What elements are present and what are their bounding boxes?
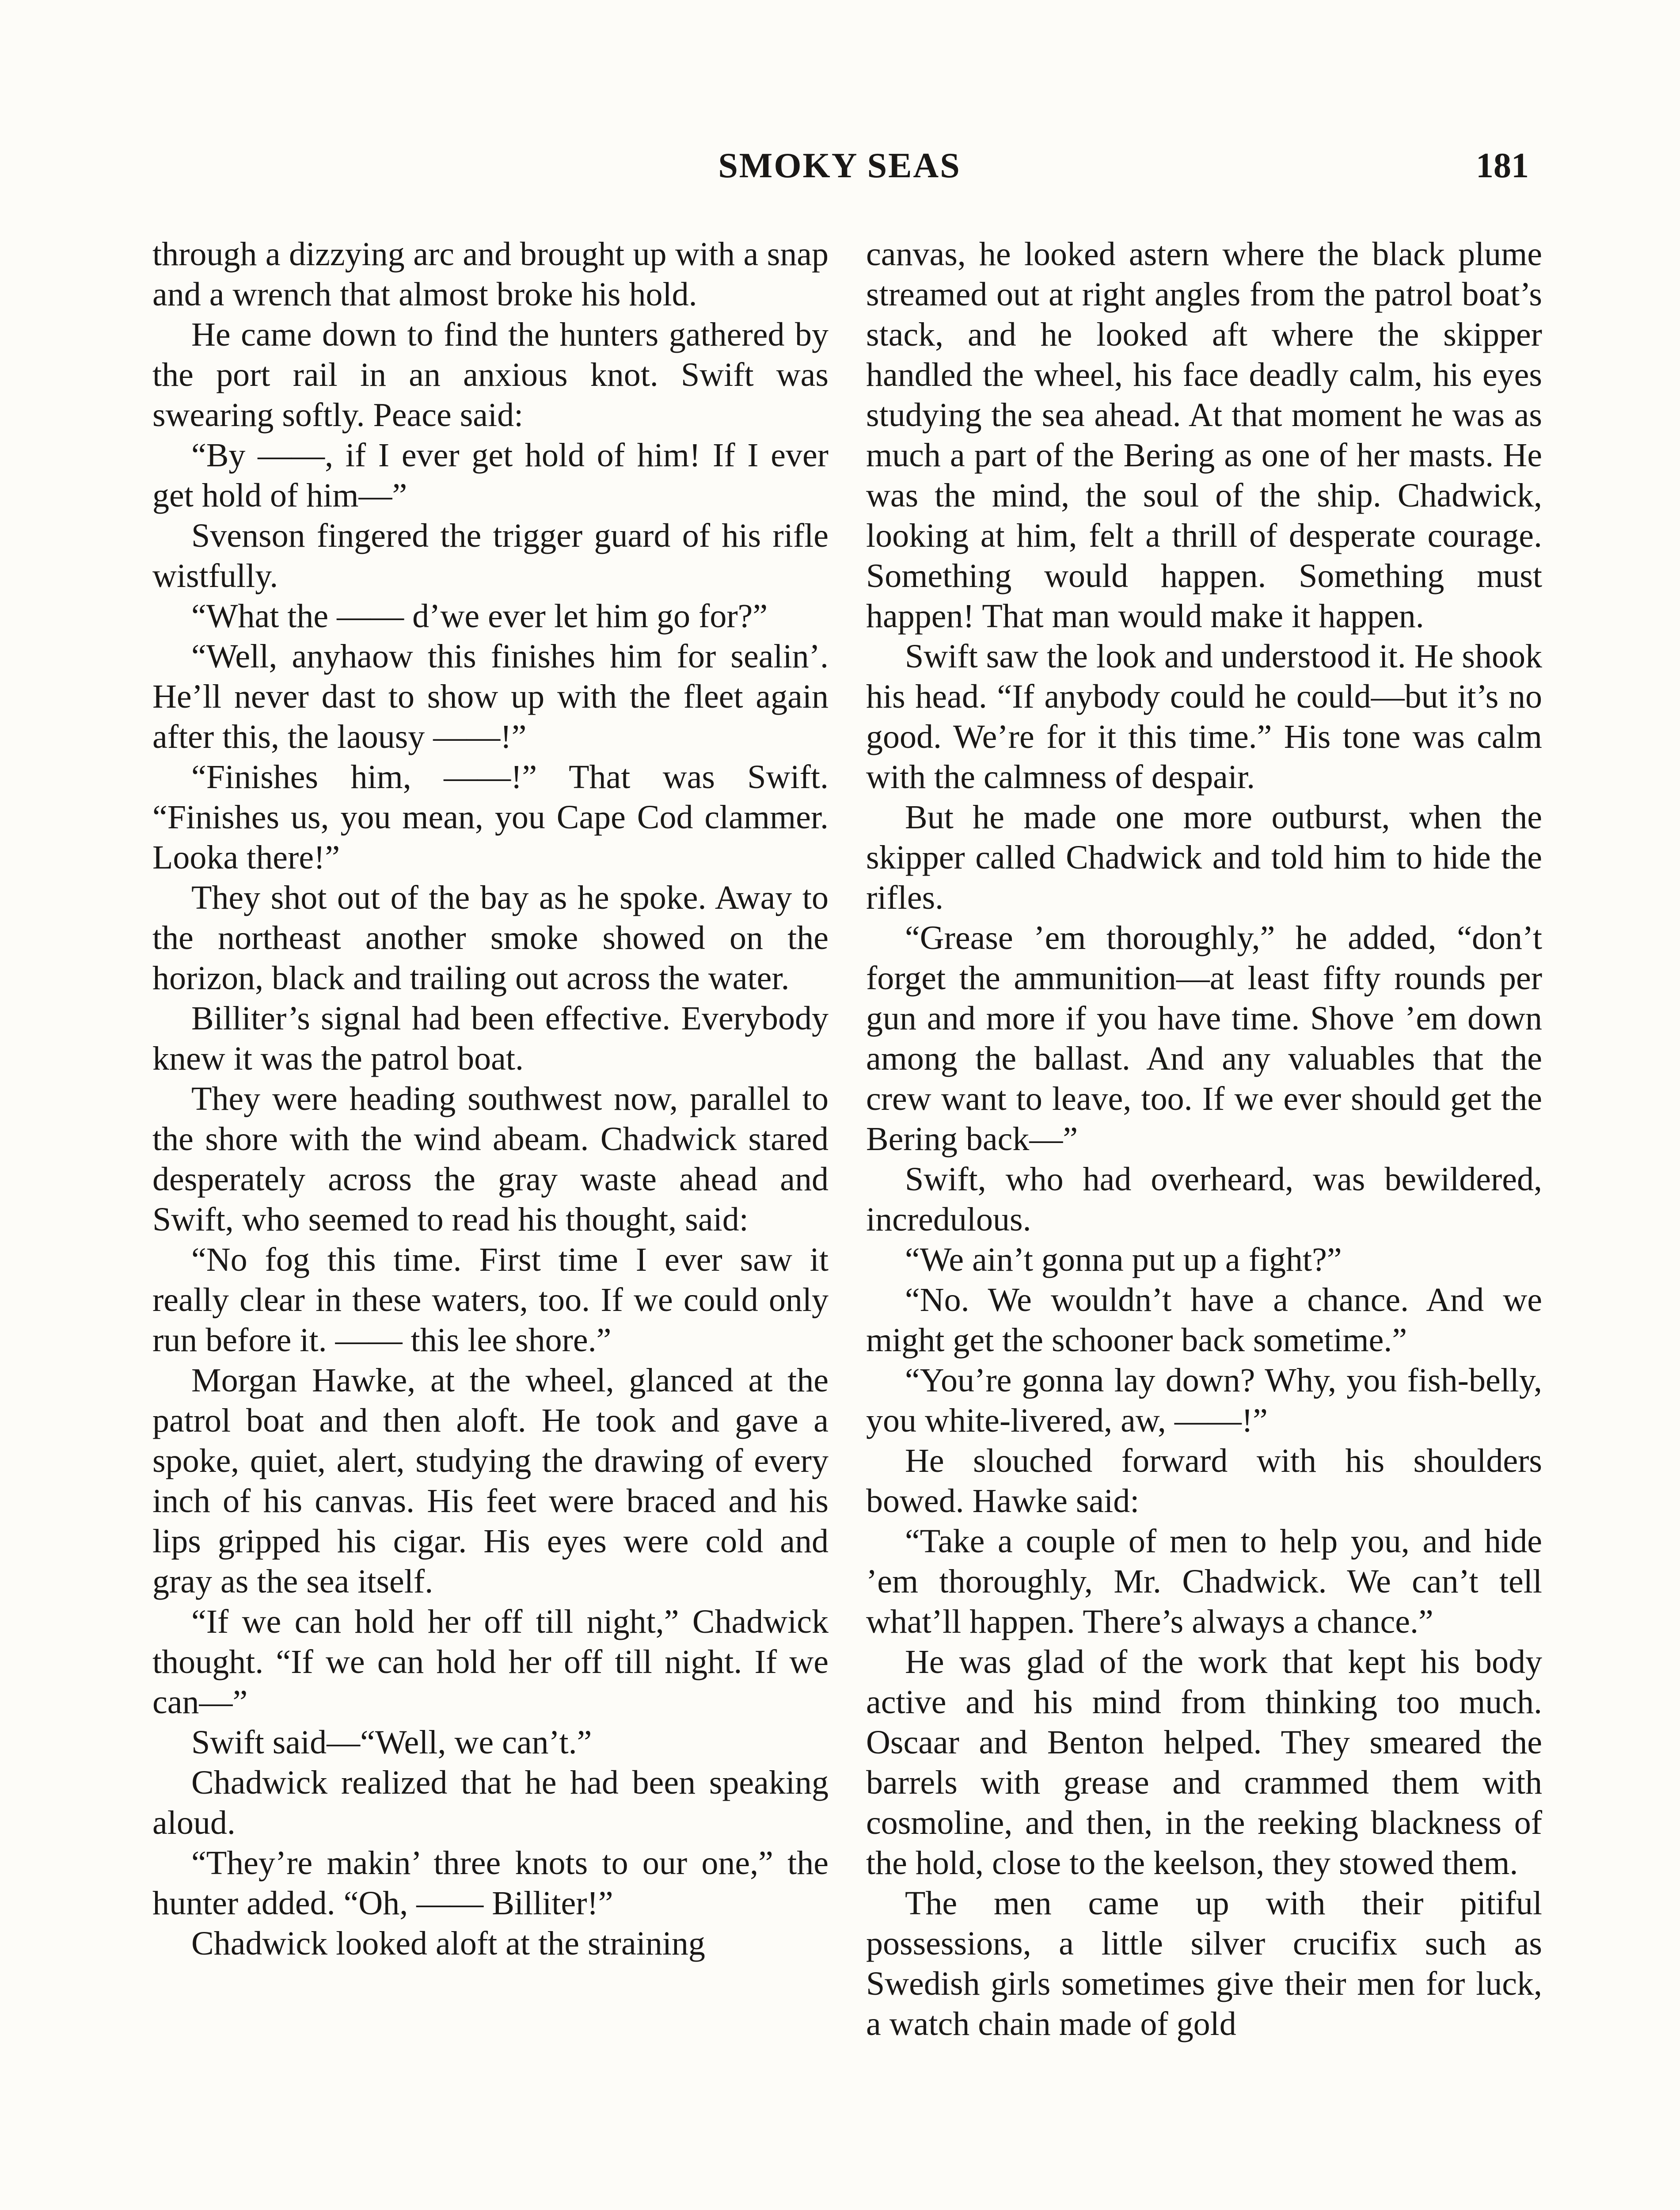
paragraph: “By ——, if I ever get hold of him! If I ever get hold of him—” xyxy=(152,437,829,514)
paragraph: They were heading southwest now, parallel to the shore with the wind abeam. Chadwick stared desperately across the gray waste ahead and Swift, who seemed to read his thought, said: xyxy=(152,1080,829,1238)
paragraph: They shot out of the bay as he spoke. Away to the northeast another smoke showed on the horizon, black and trailing out across the water. xyxy=(152,879,829,997)
running-head xyxy=(150,146,1529,194)
paragraph: “Finishes him, ——!” That was Swift. “Finishes us, you mean, you Cape Cod clammer. Looka there!” xyxy=(152,758,829,876)
paragraph: “We ain’t gonna put up a fight?” xyxy=(905,1241,1342,1278)
paragraph: through a dizzying arc and brought up with a snap and a wrench that almost broke his hold. xyxy=(152,236,829,313)
paragraph: “They’re makin’ three knots to our one,” the hunter added. “Oh, —— Billiter!” xyxy=(152,1844,829,1922)
paragraph: “What the —— d’we ever let him go for?” xyxy=(191,598,768,635)
paragraph: canvas, he looked astern where the black plume streamed out at right angles from the patrol boat’s stack, and he looked aft where the skipper handled the wheel, his face deadly calm, his eyes studying the sea ahead. At that moment he was as much a part of the Bering as one of her masts. He was the mind, the soul of the ship. Chadwick, looking at him, felt a thrill of desperate courage. Something would happen. Something must happen! That man would make it happen. xyxy=(866,236,1542,635)
paragraph: “Take a couple of men to help you, and hide ’em thoroughly, Mr. Chadwick. We can’t tell what’ll happen. There’s always a chance.” xyxy=(866,1523,1542,1640)
page-number: 181 xyxy=(1476,146,1529,185)
right-column xyxy=(866,234,1542,2044)
paragraph: Billiter’s signal had been effective. Everybody knew it was the patrol boat. xyxy=(152,1000,829,1077)
paragraph: “If we can hold her off till night,” Chadwick thought. “If we can hold her off till night. If we can—” xyxy=(152,1603,829,1721)
paragraph: But he made one more outburst, when the skipper called Chadwick and told him to hide the rifles. xyxy=(866,799,1542,916)
paragraph: “Grease ’em thoroughly,” he added, “don’t forget the ammunition—at least fifty rounds per gun and more if you have time. Shove ’em down among the ballast. And any valuables that the crew want to leave, too. If we ever should get the Bering back—” xyxy=(866,919,1542,1158)
paragraph: He slouched forward with his shoulders bowed. Hawke said: xyxy=(866,1442,1542,1520)
paragraph: He came down to find the hunters gathered by the port rail in an anxious knot. Swift was swearing softly. Peace said: xyxy=(152,316,829,434)
paragraph: The men came up with their pitiful possessions, a little silver crucifix such as Swedish girls sometimes give their men for luck, a watch chain made of gold xyxy=(866,1885,1542,2042)
paragraph: Swift saw the look and understood it. He shook his head. “If anybody could he could—but it’s no good. We’re for it this time.” His tone was calm with the calmness of despair. xyxy=(866,638,1542,796)
paragraph: “Well, anyhaow this finishes him for sealin’. He’ll never dast to show up with the fleet again after this, the laousy ——!” xyxy=(152,638,829,755)
running-title: SMOKY SEAS xyxy=(718,146,961,185)
paragraph: Morgan Hawke, at the wheel, glanced at the patrol boat and then aloft. He took and gave a spoke, quiet, alert, studying the drawing of every inch of his canvas. His feet were braced and his lips gripped his cigar. His eyes were cold and gray as the sea itself. xyxy=(152,1362,829,1600)
paragraph: “No fog this time. First time I ever saw it really clear in these waters, too. If we could only run before it. —— this lee shore.” xyxy=(152,1241,829,1359)
paragraph: “No. We wouldn’t have a chance. And we might get the schooner back sometime.” xyxy=(866,1281,1542,1359)
paragraph: “You’re gonna lay down? Why, you fish-belly, you white-livered, aw, ——!” xyxy=(866,1362,1542,1439)
paragraph: Svenson fingered the trigger guard of his rifle wistfully. xyxy=(152,517,829,594)
paragraph: Swift, who had overheard, was bewildered, incredulous. xyxy=(866,1161,1542,1238)
paragraph: Chadwick realized that he had been speaking aloud. xyxy=(152,1764,829,1841)
paragraph: He was glad of the work that kept his body active and his mind from thinking too much. Oscaar and Benton helped. They smeared the barrels with grease and crammed them with cosmoline, and then, in the reeking blackness of the hold, close to the keelson, they stowed them. xyxy=(866,1643,1542,1882)
left-column xyxy=(152,234,829,1964)
paragraph: Chadwick looked aloft at the straining xyxy=(191,1925,705,1962)
paragraph: Swift said—“Well, we can’t.” xyxy=(191,1724,592,1761)
